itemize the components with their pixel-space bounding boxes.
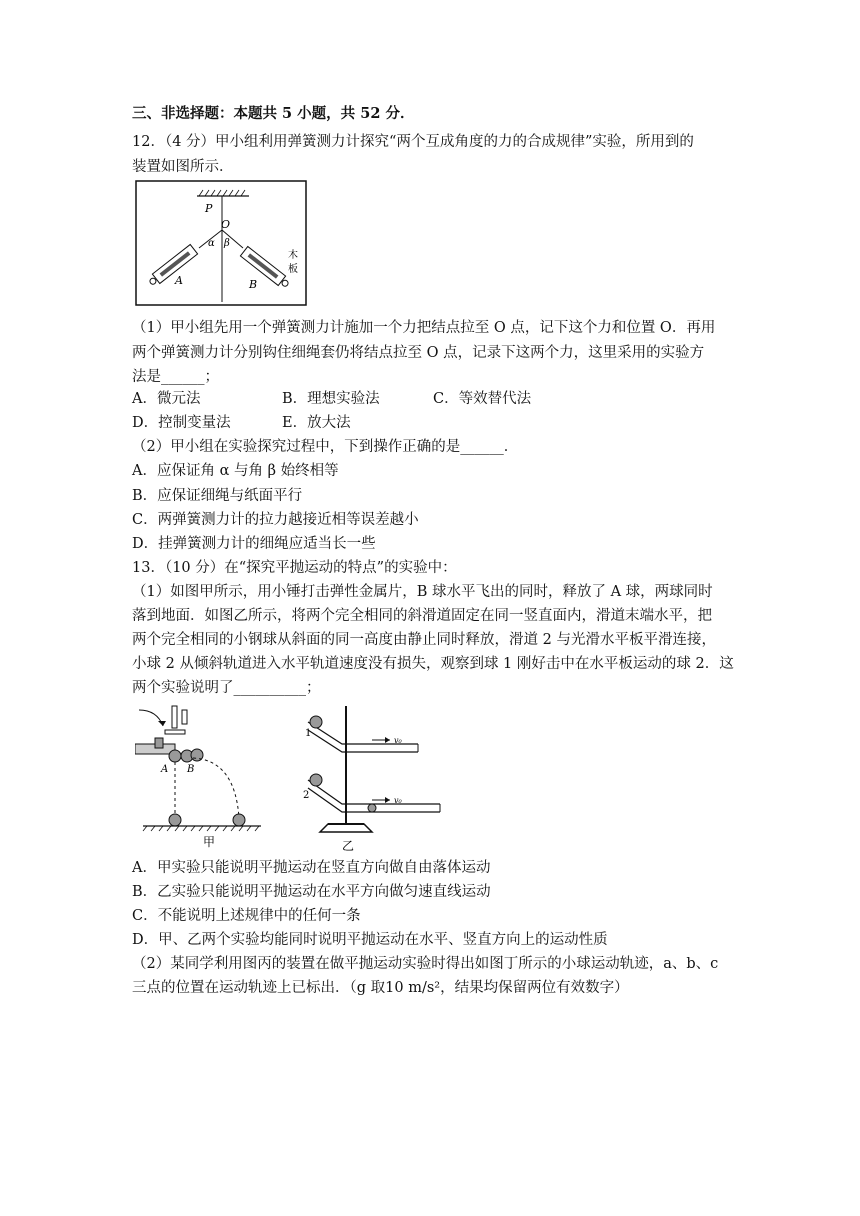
caption-jia: 甲 [203, 835, 216, 849]
section-title: 三、非选择题：本题共 5 小题，共 52 分． [132, 105, 415, 122]
label-B: B [187, 764, 195, 775]
base-stand [320, 824, 372, 832]
label-O: O [221, 218, 231, 231]
ball-2-moving [368, 804, 376, 812]
q12-p2-option-A: A．应保证角 α 与角 β 始终相等 [132, 463, 339, 479]
q12-part1-line1: （1）甲小组先用一个弹簧测力计施加一个力把结点拉至 O 点，记下这个力和位置 O．再用 [132, 320, 716, 336]
label-beta: β [224, 238, 230, 249]
q12-p2-option-D: D．挂弹簧测力计的细绳应适当长一些 [132, 536, 376, 552]
q12-p2-option-C: C．两弹簧测力计的拉力越接近相等误差越小 [132, 512, 419, 528]
q12-option-B: B．理想实验法 [282, 391, 380, 407]
q12-line2: 装置如图所示． [132, 159, 234, 175]
spring-plate [165, 730, 185, 734]
label-board-2: 板 [288, 264, 298, 275]
q12-part1-line3: 法是______； [132, 369, 219, 385]
q12-figure [135, 180, 309, 308]
label-B: B [249, 278, 258, 291]
q12-option-C: C．等效替代法 [433, 391, 532, 407]
q12-line1: 12．（4 分）甲小组利用弹簧测力计探究“两个互成角度的力的合成规律”实验，所用到的 [132, 134, 694, 150]
label-P: P [205, 202, 213, 215]
spring-scale-A [147, 244, 198, 287]
ball-2 [310, 774, 322, 786]
q13-option-D: D．甲、乙两个实验均能同时说明平抛运动在水平、竖直方向上的运动性质 [132, 932, 608, 948]
post-right [182, 710, 187, 724]
q12-part1-line2: 两个弹簧测力计分别钩住细绳套仍将结点拉至 O 点，记录下这两个力，这里采用的实验方 [132, 345, 705, 361]
hammer-arrow [139, 710, 163, 726]
label-v0-bottom: v₀ [394, 796, 402, 805]
q13-part1-line2: 落到地面．如图乙所示，将两个完全相同的斜滑道固定在同一竖直面内，滑道末端水平，把 [132, 608, 712, 624]
q13-part1-line5: 两个实验说明了__________； [132, 680, 321, 696]
label-A: A [161, 764, 169, 775]
figure-yi [298, 700, 448, 855]
q13-option-A: A．甲实验只能说明平抛运动在竖直方向做自由落体运动 [132, 860, 491, 876]
caption-yi: 乙 [342, 839, 355, 853]
post-left [172, 706, 177, 728]
ball-A-land [169, 814, 181, 826]
ball-B-land [233, 814, 245, 826]
figure-frame [136, 181, 306, 305]
q13-line1: 13．（10 分）在“探究平抛运动的特点”的实验中： [132, 560, 457, 576]
label-1: 1 [305, 728, 312, 739]
ball-A-start [169, 750, 181, 762]
stand-block [155, 738, 163, 748]
ceiling-hatch [199, 190, 245, 196]
q13-part2-line1: （2）某同学利用图丙的装置在做平抛运动实验时得出如图丁所示的小球运动轨迹，a、b、c [132, 956, 719, 972]
q13-part2-line2: 三点的位置在运动轨迹上已标出．（g 取10 m/s²，结果均保留两位有效数字） [132, 980, 629, 996]
figure-jia [135, 700, 265, 850]
label-2: 2 [303, 790, 310, 801]
q13-part1-line1: （1）如图甲所示，用小锤打击弹性金属片，B 球水平飞出的同时，释放了 A 球，两球同时 [132, 584, 713, 600]
label-v0-top: v₀ [394, 736, 402, 745]
label-alpha: α [208, 238, 215, 249]
q13-option-B: B．乙实验只能说明平抛运动在水平方向做匀速直线运动 [132, 884, 491, 900]
q12-part2-line: （2）甲小组在实验探究过程中，下到操作正确的是______． [132, 439, 519, 455]
q13-part1-line4: 小球 2 从倾斜轨道进入水平轨道速度没有损失，观察到球 1 刚好击中在水平板运动的球 2．这 [132, 656, 734, 672]
q12-p2-option-B: B．应保证细绳与纸面平行 [132, 488, 303, 504]
ball-1 [310, 716, 322, 728]
spring-scale-B [240, 246, 291, 289]
q12-option-A: A．微元法 [132, 391, 201, 407]
label-A: A [175, 274, 183, 287]
trajectory-B [193, 758, 239, 818]
label-board-1: 木 [288, 250, 298, 261]
q12-option-D: D．控制变量法 [132, 415, 231, 431]
q13-part1-line3: 两个完全相同的小钢球从斜面的同一高度由静止同时释放，滑道 2 与光滑水平板平滑连接， [132, 632, 716, 648]
q13-option-C: C．不能说明上述规律中的任何一条 [132, 908, 361, 924]
q12-option-E: E．放大法 [282, 415, 351, 431]
